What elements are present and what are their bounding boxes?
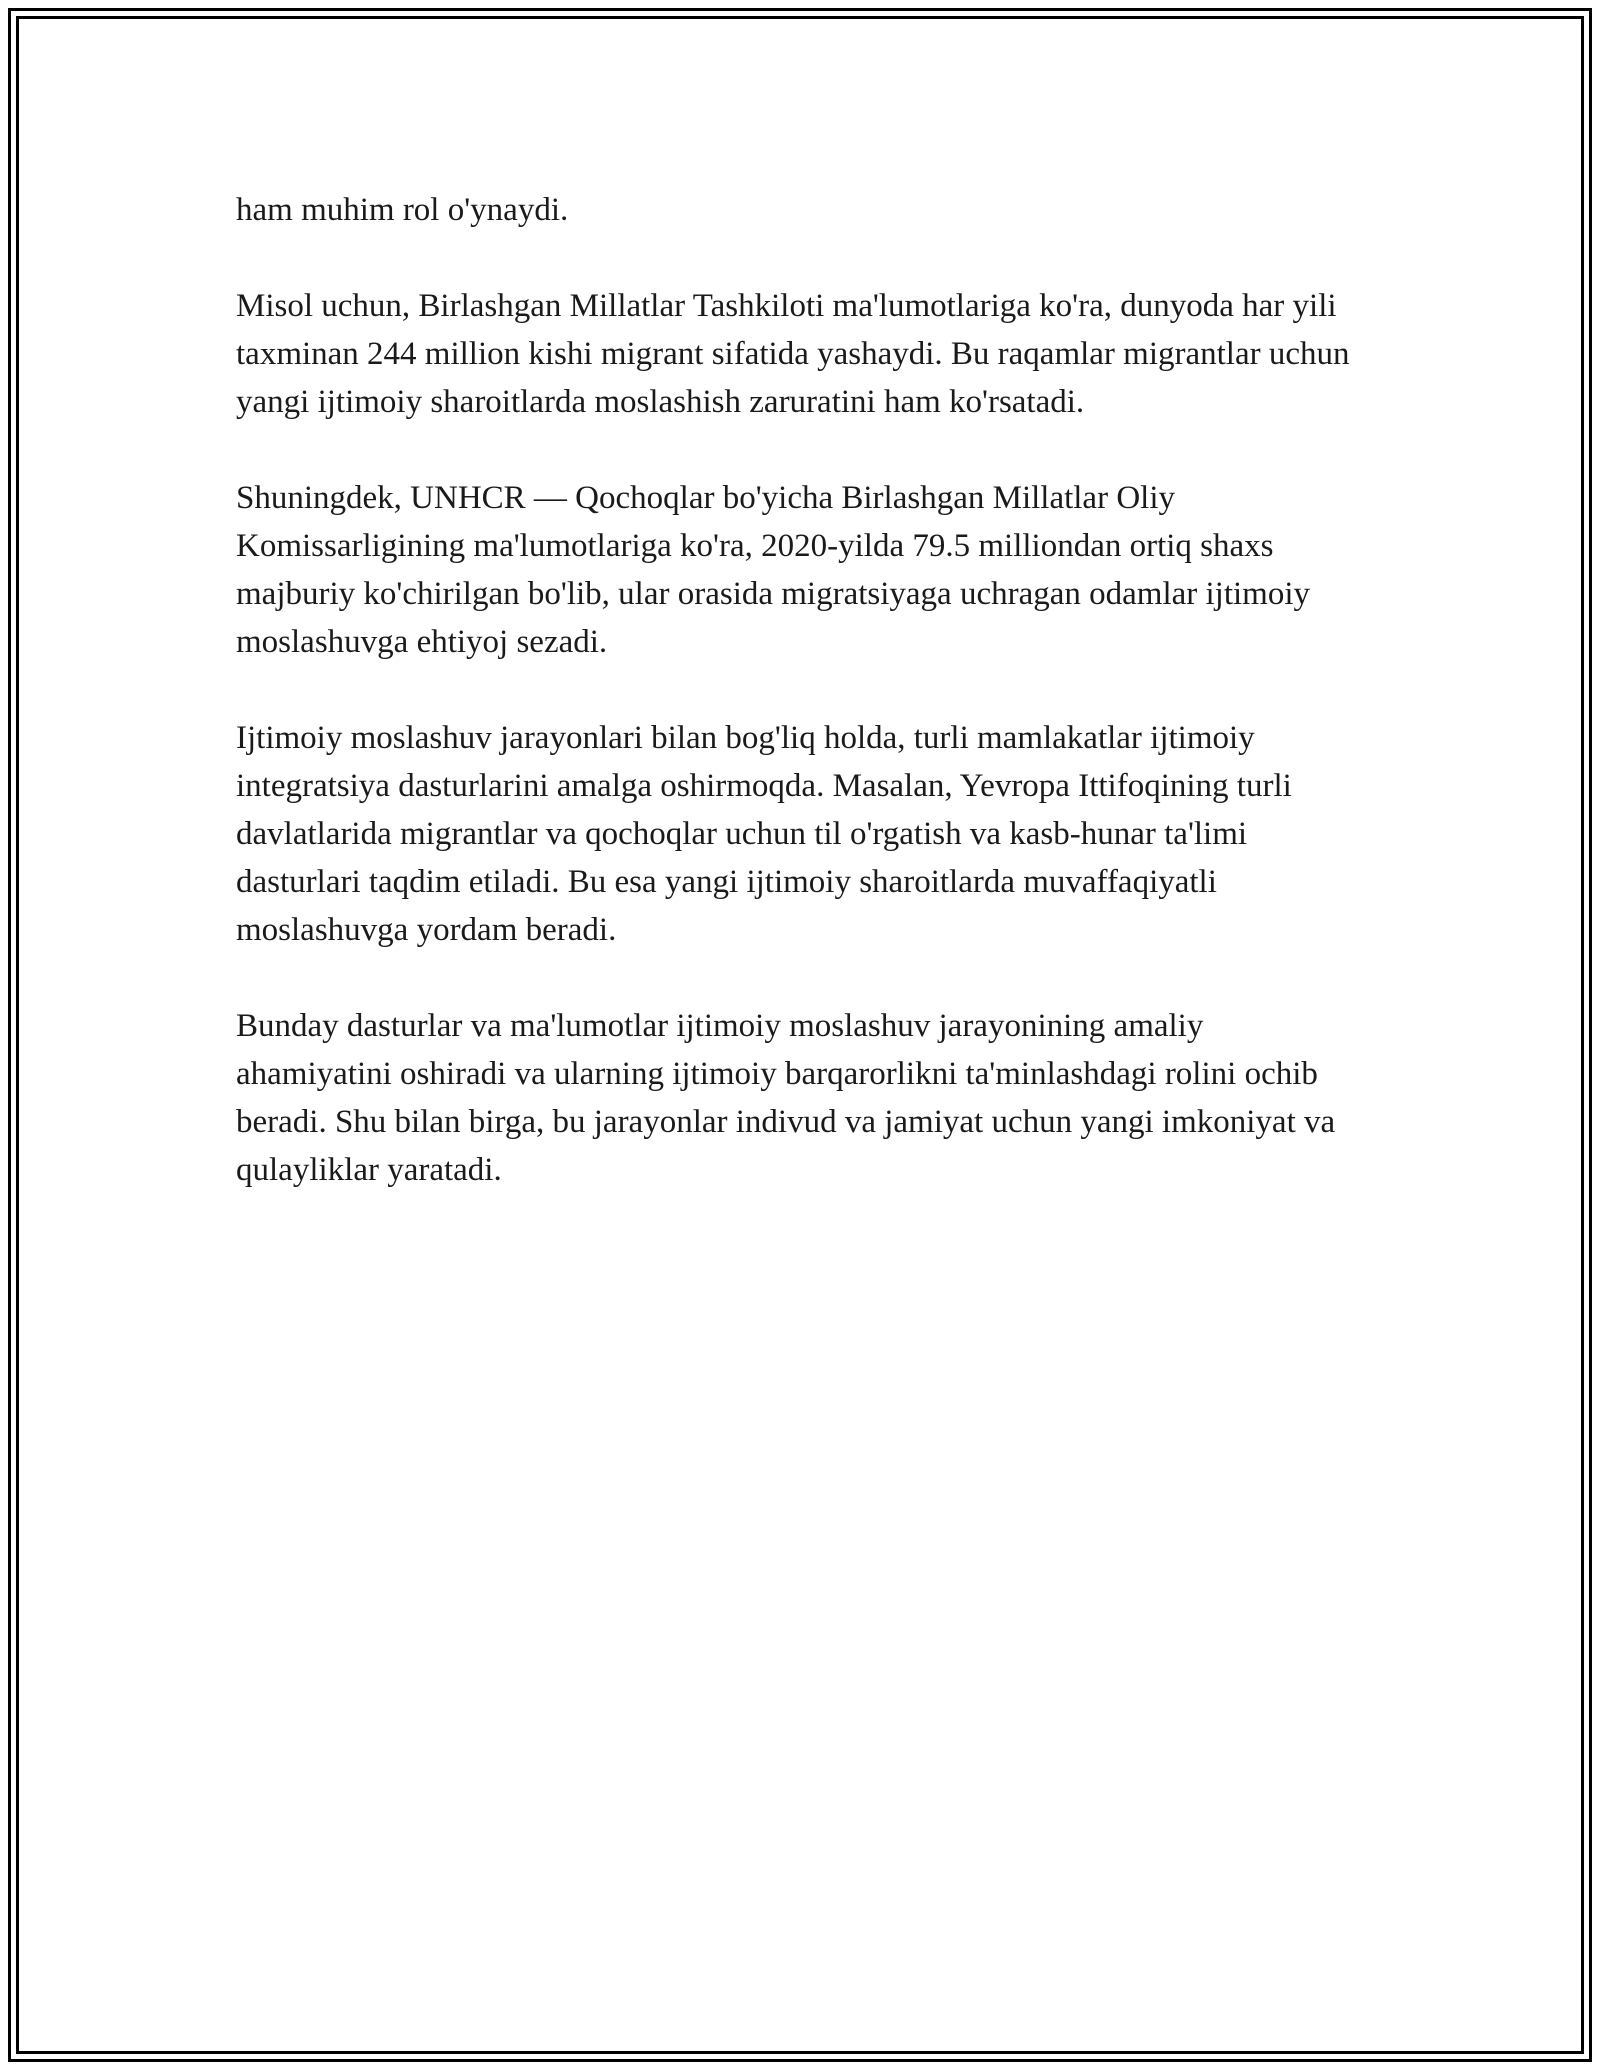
paragraph: Misol uchun, Birlashgan Millatlar Tashkiloti ma'lumotlariga ko'ra, dunyoda har yili taxminan 244 million kishi migrant sifatida yashaydi. Bu raqamlar migrantlar uchun yangi ijtimoiy sharoitlarda moslashish zaruratini ham ko'rsatadi. (236, 288, 1350, 420)
document-body (236, 186, 1366, 1242)
paragraph: Ijtimoiy moslashuv jarayonlari bilan bog'liq holda, turli mamlakatlar ijtimoiy integratsiya dasturlarini amalga oshirmoqda. Masalan, Yevropa Ittifoqining turli davlatlarida migrantlar va qochoqlar uchun til o'rgatish va kasb-hunar ta'limi dasturlari taqdim etiladi. Bu esa yangi ijtimoiy sharoitlarda muvaffaqiyatli moslashuvga yordam beradi. (236, 720, 1292, 948)
paragraph: Shuningdek, UNHCR — Qochoqlar bo'yicha Birlashgan Millatlar Oliy Komissarligining ma'lumotlariga ko'ra, 2020-yilda 79.5 milliondan ortiq shaxs majburiy ko'chirilgan bo'lib, ular orasida migratsiyaga uchragan odamlar ijtimoiy moslashuvga ehtiyoj sezadi. (236, 480, 1311, 660)
paragraph: ham muhim rol o'ynaydi. (236, 192, 569, 228)
paragraph: Bunday dasturlar va ma'lumotlar ijtimoiy moslashuv jarayonining amaliy ahamiyatini oshiradi va ularning ijtimoiy barqarorlikni ta'minlashdagi rolini ochib beradi. Shu bilan birga, bu jarayonlar indivud va jamiyat uchun yangi imkoniyat va qulayliklar yaratadi. (236, 1008, 1336, 1188)
